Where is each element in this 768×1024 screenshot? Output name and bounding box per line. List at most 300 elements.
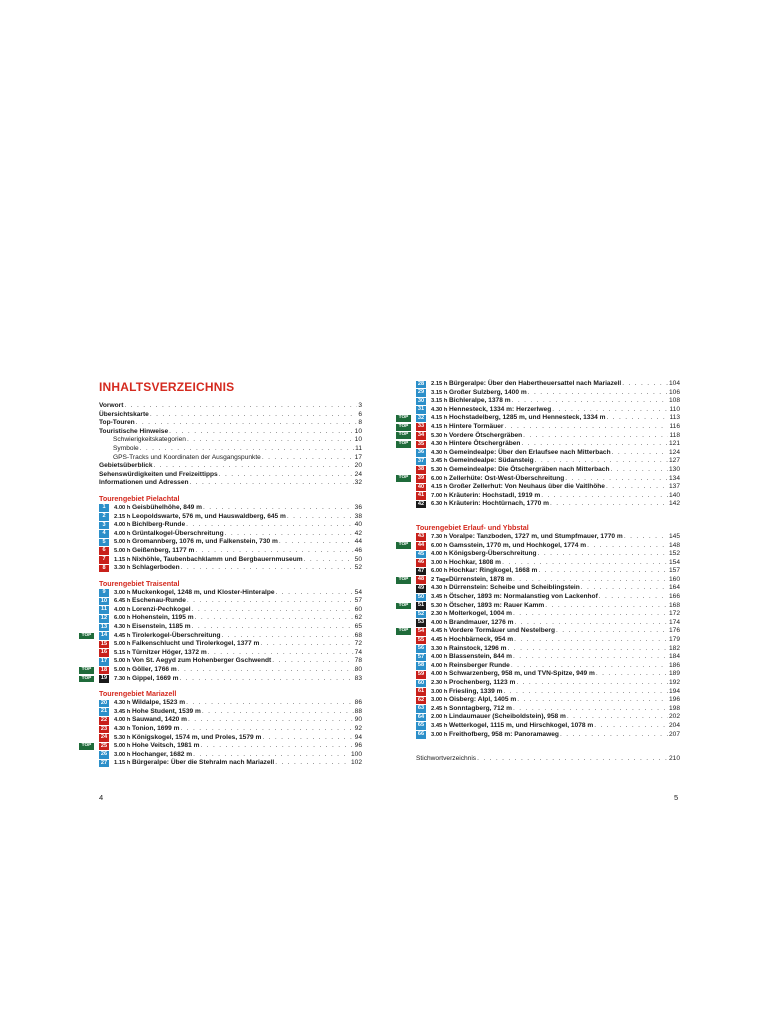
tour-entry[interactable] xyxy=(416,653,680,662)
leader-dots xyxy=(279,538,354,547)
tour-page: 92 xyxy=(354,725,362,732)
leader-dots xyxy=(192,606,354,615)
tour-title: Türnitzer Höger, 1372 m xyxy=(132,648,207,656)
tour-entry[interactable] xyxy=(99,547,362,556)
tour-duration: 4.00 h xyxy=(114,606,131,613)
tour-page: 130 xyxy=(668,465,680,473)
tour-duration: 4.00 h xyxy=(431,662,448,669)
leader-dots xyxy=(541,492,668,501)
tour-number-badge: 62 xyxy=(417,696,425,703)
tour-page: 168 xyxy=(668,601,680,609)
tour-title: Leopoldswarte, 576 m, und Hauswaldberg, 645 m xyxy=(132,512,286,520)
tour-entry[interactable] xyxy=(416,593,680,602)
tour-duration: 3.15 h xyxy=(431,389,448,396)
tour-title: Hochstadelberg, 1285 m, und Hennesteck, 1334 m xyxy=(449,414,606,422)
tour-entry[interactable] xyxy=(416,610,680,619)
tour-entry[interactable] xyxy=(416,397,680,406)
tour-page: 176 xyxy=(668,627,680,635)
tour-page: 145 xyxy=(668,532,680,540)
tour-number-badge: 29 xyxy=(417,389,425,396)
tour-number-badge: 1 xyxy=(99,504,109,512)
tour-duration: 4.00 h xyxy=(431,671,448,678)
tour-duration: 3.45 h xyxy=(431,722,448,729)
toc-entry[interactable] xyxy=(99,471,362,480)
tour-number-badge: 28 xyxy=(417,380,425,387)
tour-number-badge: 2 xyxy=(99,513,109,521)
tour-entry[interactable] xyxy=(99,734,362,743)
tour-duration: 3.45 h xyxy=(431,594,448,601)
tour-entry[interactable] xyxy=(416,449,680,458)
tour-duration: 5.00 h xyxy=(114,547,131,554)
tour-duration: 3.00 h xyxy=(431,731,448,738)
tour-title: Königsberg-Überschreitung xyxy=(449,550,537,558)
tour-title: Dürrenstein, 1878 m xyxy=(449,575,513,583)
tour-entry[interactable] xyxy=(416,550,680,559)
tour-entry[interactable] xyxy=(416,567,680,576)
tour-page: 90 xyxy=(354,716,362,724)
tour-number-badge: 17 xyxy=(100,657,108,664)
tour-title: Hintere Ötschergräben xyxy=(449,440,521,448)
leader-dots xyxy=(154,462,354,471)
leader-dots xyxy=(538,567,668,576)
leader-dots xyxy=(222,632,354,641)
index-entry[interactable] xyxy=(416,755,680,764)
leader-dots xyxy=(611,466,668,475)
tour-entry[interactable] xyxy=(416,705,680,714)
tour-entry[interactable] xyxy=(416,380,680,389)
tour-entry[interactable] xyxy=(81,631,362,641)
tour-entry[interactable] xyxy=(416,731,680,740)
tour-number-badge: 33 xyxy=(417,423,425,430)
tour-title: Reinsberger Runde xyxy=(449,661,510,669)
tour-number-badge: 32 xyxy=(417,414,425,421)
tour-entry[interactable] xyxy=(416,636,680,645)
tour-number-badge: 14 xyxy=(100,632,108,639)
top-badge: TOP xyxy=(396,475,411,482)
tour-entry[interactable] xyxy=(99,504,362,513)
tour-number-badge: 42 xyxy=(417,500,425,507)
tour-page: 108 xyxy=(668,397,680,405)
leader-dots xyxy=(178,666,354,675)
tour-entry[interactable] xyxy=(416,645,680,654)
tour-entry[interactable] xyxy=(416,713,680,722)
tour-entry[interactable] xyxy=(416,533,680,542)
leader-dots xyxy=(502,559,668,568)
tour-title: Kräuterin: Hochtürnach, 1770 m xyxy=(449,500,550,508)
leader-dots xyxy=(513,653,668,662)
tour-number-badge: 37 xyxy=(417,457,425,464)
tour-entry[interactable] xyxy=(416,500,680,509)
entry-page: 3 xyxy=(358,402,362,409)
toc-entry[interactable] xyxy=(99,445,362,454)
tour-title: Nixhöhle, Taubenbachklamm und Bergbauernmuseum xyxy=(132,555,303,563)
tour-page: 78 xyxy=(354,657,362,665)
leader-dots xyxy=(304,556,354,565)
leader-dots xyxy=(203,504,354,513)
tour-number-badge: 41 xyxy=(417,492,425,499)
tour-page: 50 xyxy=(354,555,362,563)
tour-page: 166 xyxy=(668,593,680,601)
tour-number-badge: 55 xyxy=(417,636,425,643)
tour-title: Vordere Tormäuer und Nestelberg xyxy=(449,627,556,635)
tour-entry[interactable] xyxy=(99,640,362,649)
entry-page: 10 xyxy=(354,436,362,444)
index-label: Stichwortverzeichnis xyxy=(416,755,477,763)
tour-page: 106 xyxy=(668,388,680,396)
tour-page: 182 xyxy=(668,644,680,652)
tour-page: 68 xyxy=(354,631,362,639)
tour-entry[interactable] xyxy=(416,457,680,466)
tour-entry[interactable] xyxy=(99,589,362,598)
leader-dots xyxy=(208,649,354,658)
entry-page: 6 xyxy=(358,410,362,418)
tour-entry[interactable] xyxy=(398,601,680,611)
leader-dots xyxy=(560,731,668,740)
tour-title: Ötscher, 1893 m: Rauer Kamm xyxy=(449,601,545,609)
top-badge: TOP xyxy=(396,577,411,584)
tour-page: 102 xyxy=(350,759,362,767)
tour-title: Bichleralpe, 1378 m xyxy=(449,397,511,405)
tour-number-badge: 34 xyxy=(417,432,425,439)
tour-entry[interactable] xyxy=(81,742,362,751)
leader-dots xyxy=(508,645,668,654)
tour-duration: 7.00 h xyxy=(431,492,448,499)
tour-entry[interactable] xyxy=(416,670,680,679)
tour-entry[interactable] xyxy=(99,708,362,717)
tour-duration: 5.00 h xyxy=(114,539,131,546)
tour-number-badge: 57 xyxy=(417,653,425,660)
entry-label: Vorwort xyxy=(99,402,124,409)
tour-page: 54 xyxy=(354,588,362,596)
tour-entry[interactable] xyxy=(99,657,362,666)
tour-duration: 3.00 h xyxy=(431,697,448,704)
tour-title: Ötscher, 1893 m: Normalanstieg von Lackenhof xyxy=(449,593,598,601)
tour-duration: 4.00 h xyxy=(114,530,131,537)
tour-entry[interactable] xyxy=(99,623,362,632)
leader-dots xyxy=(504,688,668,697)
tour-duration: 3.30 h xyxy=(431,645,448,652)
tour-duration: 6.00 h xyxy=(431,568,448,575)
tour-duration: 4.00 h xyxy=(114,717,131,724)
tour-title: Hochkar: Ringkogel, 1668 m xyxy=(449,567,538,575)
tour-entry[interactable] xyxy=(416,483,680,492)
toc-entry[interactable] xyxy=(99,436,362,445)
entry-page: 11 xyxy=(355,444,362,452)
tour-title: Hochanger, 1682 m xyxy=(132,750,193,758)
leader-dots xyxy=(596,670,668,679)
tour-title: Lindaumauer (Scheiboldstein), 958 m xyxy=(449,713,566,721)
tour-number-badge: 46 xyxy=(417,559,425,566)
leader-dots xyxy=(514,636,668,645)
toc-entry[interactable] xyxy=(99,462,362,471)
tour-page: 140 xyxy=(668,491,680,499)
leader-dots xyxy=(513,576,668,585)
leader-dots xyxy=(513,610,668,619)
tour-number-badge: 19 xyxy=(100,675,108,682)
tour-page: 40 xyxy=(354,521,362,529)
tour-page: 174 xyxy=(668,618,680,626)
leader-dots xyxy=(262,734,353,743)
tour-page: 42 xyxy=(354,529,362,537)
tour-title: Sonntagberg, 712 m xyxy=(449,704,513,712)
tour-entry[interactable] xyxy=(81,674,362,684)
tour-title: Kräuterin: Hochstadl, 1919 m xyxy=(449,491,541,499)
tour-entry[interactable] xyxy=(99,759,362,768)
tour-page: 142 xyxy=(668,500,680,508)
tour-duration: 4.30 h xyxy=(114,726,131,732)
tour-entry[interactable] xyxy=(99,716,362,725)
tour-title: Tonion, 1699 m xyxy=(132,725,180,732)
tour-entry[interactable] xyxy=(99,513,362,522)
tour-number-badge: 26 xyxy=(100,751,108,758)
leader-dots xyxy=(219,471,354,480)
tour-number-badge: 5 xyxy=(99,539,109,547)
tour-duration: 7.30 h xyxy=(114,675,131,682)
tour-title: Bürgeralpe: Über die Stehralm nach Mariazell xyxy=(132,759,275,767)
tour-title: Hohe Veitsch, 1981 m xyxy=(132,742,200,750)
tour-entry[interactable] xyxy=(99,614,362,623)
tour-number-badge: 39 xyxy=(417,475,425,482)
tour-entry[interactable] xyxy=(416,679,680,688)
leader-dots xyxy=(186,699,354,708)
tour-duration: 3.15 h xyxy=(431,398,448,405)
tour-title: Gamsstein, 1770 m, und Hochkogel, 1774 m xyxy=(449,541,587,549)
tour-title: Friesling, 1339 m xyxy=(449,687,503,695)
tour-page: 204 xyxy=(668,721,680,729)
tour-title: Hohe Student, 1539 m xyxy=(132,707,201,715)
tour-title: Hochbärneck, 954 m xyxy=(449,636,514,644)
tour-duration: 5.00 h xyxy=(114,641,131,648)
page-number-left: 4 xyxy=(99,793,104,802)
tour-page: 96 xyxy=(354,742,362,750)
tour-entry[interactable] xyxy=(416,389,680,398)
leader-dots xyxy=(260,640,353,649)
tour-entry[interactable] xyxy=(99,649,362,658)
toc-entry[interactable] xyxy=(99,454,362,463)
tour-page: 137 xyxy=(668,483,680,491)
tour-duration: 6.00 h xyxy=(431,542,448,549)
tour-entry[interactable] xyxy=(99,699,362,708)
tour-number-badge: 27 xyxy=(100,759,108,766)
tour-entry[interactable] xyxy=(416,696,680,705)
tour-duration: 2 Tage xyxy=(431,576,449,583)
leader-dots xyxy=(528,389,668,398)
tour-entry[interactable] xyxy=(398,431,680,441)
tour-entry[interactable] xyxy=(81,666,362,675)
tour-entry[interactable] xyxy=(416,688,680,697)
tour-title: Grüntalkogel-Überschreitung xyxy=(132,529,224,537)
tour-number-badge: 63 xyxy=(417,705,425,712)
tour-title: Wetterkogel, 1115 m, und Hirschkogel, 1078 m xyxy=(449,721,594,729)
leader-dots xyxy=(195,547,353,556)
tour-duration: 3.45 h xyxy=(114,708,131,715)
tour-duration: 4.30 h xyxy=(114,624,131,631)
tour-page: 83 xyxy=(354,674,362,682)
toc-entry[interactable] xyxy=(99,419,362,428)
tour-number-badge: 31 xyxy=(417,406,425,413)
tour-page: 164 xyxy=(668,584,680,592)
toc-entry[interactable] xyxy=(99,402,362,411)
tour-entry[interactable] xyxy=(398,575,680,585)
leader-dots xyxy=(567,713,668,722)
tour-entry[interactable] xyxy=(99,556,362,565)
tour-duration: 7.30 h xyxy=(431,533,448,540)
tour-duration: 2.30 h xyxy=(431,680,448,686)
tour-duration: 5.30 h xyxy=(431,602,448,609)
leader-dots xyxy=(515,619,668,628)
tour-entry[interactable] xyxy=(398,414,680,423)
tour-number-badge: 64 xyxy=(417,713,425,720)
tour-entry[interactable] xyxy=(398,474,680,484)
tour-entry[interactable] xyxy=(416,492,680,501)
tour-number-badge: 53 xyxy=(417,619,425,626)
tour-entry[interactable] xyxy=(416,406,680,415)
leader-dots xyxy=(124,402,357,411)
leader-dots xyxy=(140,445,354,454)
tour-title: Falkenschlucht und Tirolerkogel, 1377 m xyxy=(132,640,260,648)
tour-entry[interactable] xyxy=(99,564,362,573)
leader-dots xyxy=(190,479,354,488)
entry-label: Touristische Hinweise xyxy=(99,427,169,435)
tour-title: Sauwand, 1420 m xyxy=(132,716,187,724)
tour-duration: 2.15 h xyxy=(114,513,131,520)
tour-duration: 4.45 h xyxy=(431,637,448,644)
tour-page: 86 xyxy=(354,699,362,707)
tour-duration: 4.15 h xyxy=(431,415,448,422)
tour-number-badge: 16 xyxy=(100,649,108,656)
leader-dots xyxy=(276,589,354,598)
tour-page: 124 xyxy=(668,448,680,456)
tour-number-badge: 15 xyxy=(100,640,108,647)
leader-dots xyxy=(180,675,354,684)
entry-page: 8 xyxy=(358,419,362,427)
top-badge: TOP xyxy=(396,628,411,635)
tour-title: Voralpe: Tanzboden, 1727 m, und Stumpfmauer, 1770 m xyxy=(449,532,623,540)
right-page xyxy=(398,380,680,764)
tour-title: Gemeindealpe: Südansteig xyxy=(449,457,534,465)
tour-entry[interactable] xyxy=(398,541,680,551)
tour-entry[interactable] xyxy=(99,725,362,734)
tour-entry[interactable] xyxy=(416,619,680,628)
tour-title: Dürrenstein: Scheibe und Scheiblingstein xyxy=(449,584,580,592)
tour-title: Von St. Aegyd zum Hohenberger Gschwendt xyxy=(132,657,272,665)
leader-dots xyxy=(262,454,354,463)
leader-dots xyxy=(287,513,354,522)
tour-page: 57 xyxy=(354,597,362,605)
entry-page: 32 xyxy=(354,479,362,487)
leader-dots xyxy=(186,521,354,530)
tour-number-badge: 65 xyxy=(417,722,425,729)
tour-title: Gemeindealpe: Über den Erlaufsee nach Mitterbach xyxy=(449,448,611,456)
tour-duration: 5.00 h xyxy=(114,658,131,665)
entry-label: Informationen und Adressen xyxy=(99,479,189,487)
tour-title: Hohenstein, 1195 m xyxy=(132,614,194,622)
tour-number-badge: 47 xyxy=(417,567,425,574)
tour-page: 100 xyxy=(350,750,362,758)
tour-number-badge: 61 xyxy=(417,688,425,695)
tour-number-badge: 49 xyxy=(417,584,425,591)
toc-entry[interactable] xyxy=(99,479,362,488)
toc-entry[interactable] xyxy=(99,411,362,420)
tour-page: 36 xyxy=(354,503,362,511)
entry-page: 20 xyxy=(354,462,362,470)
tour-page: 202 xyxy=(668,713,680,721)
leader-dots xyxy=(187,436,354,445)
tour-title: Bürgeralpe: Über den Habertheuersattel nach Mariazell xyxy=(449,380,622,387)
tour-page: 65 xyxy=(354,623,362,631)
tour-page: 80 xyxy=(354,666,362,674)
tour-page: 116 xyxy=(669,422,680,430)
intro-list xyxy=(99,402,362,488)
tour-page: 118 xyxy=(669,431,680,439)
tour-number-badge: 58 xyxy=(417,662,425,669)
tour-title: Gippel, 1669 m xyxy=(132,674,179,682)
tour-entry[interactable] xyxy=(99,606,362,615)
tour-entry[interactable] xyxy=(99,530,362,539)
tour-duration: 5.00 h xyxy=(114,743,131,750)
leader-dots xyxy=(511,662,668,671)
top-badge: TOP xyxy=(396,424,411,431)
top-badge: TOP xyxy=(79,743,94,750)
tour-number-badge: 6 xyxy=(99,547,109,555)
tour-title: Bichlberg-Runde xyxy=(132,521,186,529)
top-badge: TOP xyxy=(396,603,411,610)
tour-entry[interactable] xyxy=(416,722,680,731)
tour-entry[interactable] xyxy=(416,584,680,593)
top-badge: TOP xyxy=(396,415,411,422)
tour-number-badge: 50 xyxy=(417,593,425,600)
tour-number-badge: 59 xyxy=(417,670,425,677)
tour-title: Molterkogel, 1004 m xyxy=(449,610,513,618)
tour-duration: 4.00 h xyxy=(431,551,448,558)
tour-entry[interactable] xyxy=(398,627,680,636)
leader-dots xyxy=(523,432,668,441)
section-heading: Tourengebiet Traisental xyxy=(99,578,180,588)
leader-dots xyxy=(606,414,668,423)
tour-number-badge: 13 xyxy=(100,623,108,630)
tour-duration: 5.00 h xyxy=(114,667,131,674)
tour-duration: 3.00 h xyxy=(431,688,448,695)
tour-entry[interactable] xyxy=(99,538,362,547)
tour-entry[interactable] xyxy=(398,440,680,449)
tour-duration: 4.00 h xyxy=(114,504,131,511)
entry-page: 17 xyxy=(354,453,362,461)
tour-title: Tirolerkogel-Überschreitung xyxy=(132,631,221,639)
toc-entry[interactable] xyxy=(99,428,362,437)
tour-entry[interactable] xyxy=(99,521,362,530)
tour-number-badge: 56 xyxy=(417,645,425,652)
tour-duration: 6.00 h xyxy=(431,475,448,482)
tour-entry[interactable] xyxy=(416,466,680,475)
tour-duration: 5.30 h xyxy=(431,432,448,439)
tour-entry[interactable] xyxy=(398,422,680,432)
tour-number-badge: 3 xyxy=(99,522,109,530)
tour-entry[interactable] xyxy=(99,597,362,606)
leader-dots xyxy=(181,564,354,573)
tour-page: 186 xyxy=(668,661,680,669)
tour-page: 38 xyxy=(354,512,362,520)
leader-dots xyxy=(517,696,668,705)
tour-number-badge: 21 xyxy=(100,708,108,715)
tour-duration: 4.00 h xyxy=(431,619,448,626)
tour-entry[interactable] xyxy=(416,559,680,568)
tour-title: Schlagerboden xyxy=(132,564,180,572)
tour-page: 94 xyxy=(354,733,362,741)
tour-title: Großer Sulzberg, 1400 m xyxy=(449,388,527,396)
tour-entry[interactable] xyxy=(416,662,680,671)
tour-duration: 2.30 h xyxy=(431,611,448,618)
tour-page: 157 xyxy=(668,567,680,575)
